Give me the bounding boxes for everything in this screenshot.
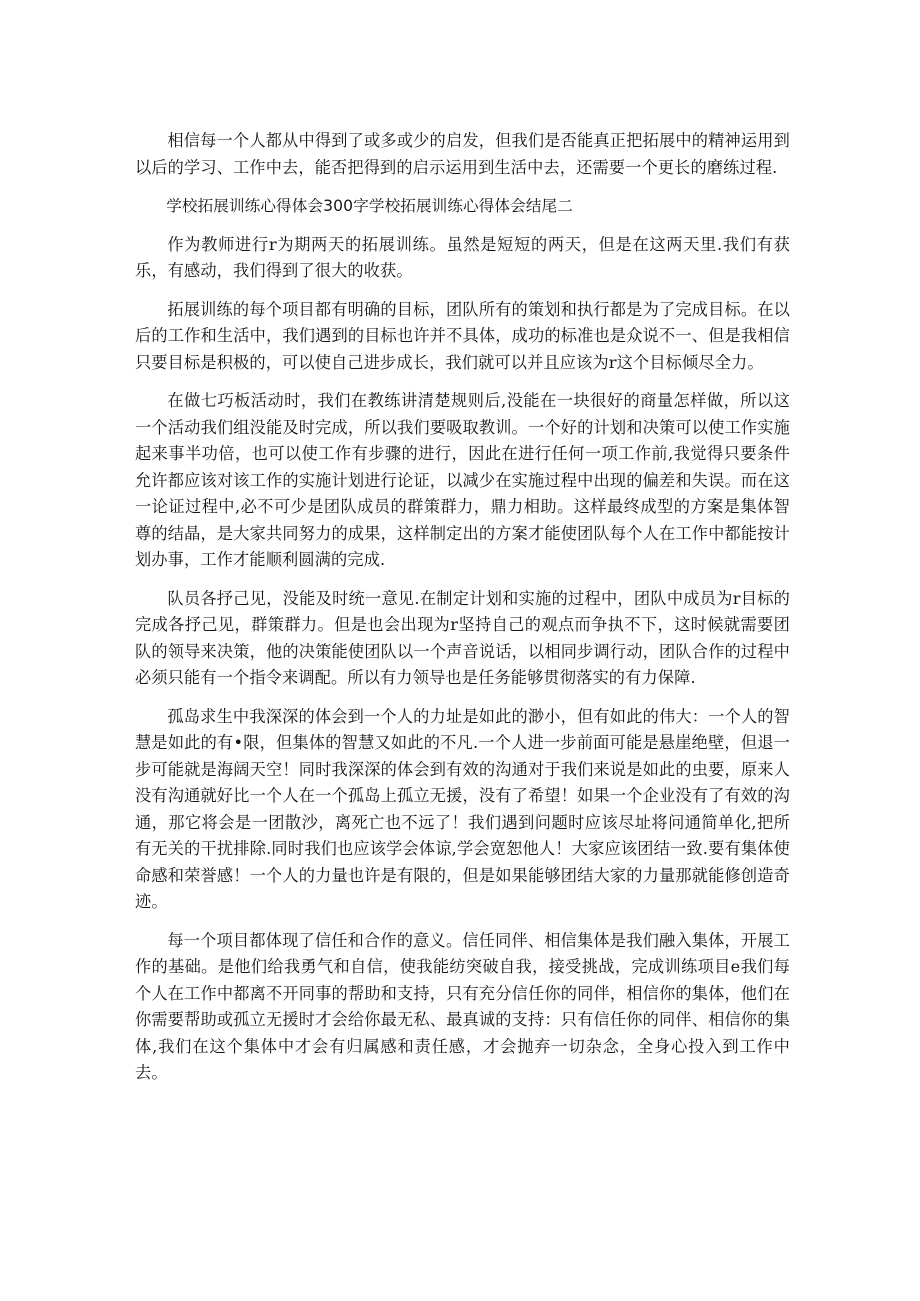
paragraph-goals: 拓展训练的每个项目都有明确的目标，团队所有的策划和执行都是为了完成目标。在以后的工作和生活中，我们遇到的目标也许并不具体，成功的标准也是众说不一、但是我相信只要目标是积极的，可以使自己进步成长，我们就可以并且应该为r这个目标倾尽全力。 (135, 299, 790, 372)
section-heading: 学校拓展训练心得体会300字学校拓展训练心得体会结尾二 (166, 197, 573, 215)
paragraph-team-leadership: 队员各抒己见，没能及时统一意见.在制定计划和实施的过程中，团队中成员为r目标的完成各抒己见，群策群力。但是也会出现为r坚持自己的观点而争执不下，这时候就需要团队的领导来决策，他的决策能使团队以一个声音说话，以相同步调行动，团队合作的过程中必须只能有一个指令来调配。所以有力领导也是任务能够贯彻落实的有力保障. (135, 588, 790, 687)
paragraph-training-overview: 作为教师进行r为期两天的拓展训练。虽然是短短的两天，但是在这两天里.我们有获乐，有感动，我们得到了很大的收获。 (135, 234, 790, 280)
paragraph-intro: 相信每一个人都从中得到了或多或少的启发，但我们是否能真正把拓展中的精神运用到以后的学习、工作中去，能否把得到的启示运用到生活中去，还需要一个更长的磨练过程. (135, 131, 790, 177)
document-body (135, 128, 790, 1099)
paragraph-trust-cooperation: 每一个项目都体现了信任和合作的意义。信任同伴、相信集体是我们融入集体，开展工作的基础。是他们给我勇气和自信，使我能纺突破自我，接受挑战，完成训练项目e我们每个人在工作中都离不开同事的帮助和支持，只有充分信任你的同伴，相信你的集体，他们在你需要帮助或孤立无援时才会给你最无私、最真诚的支持：只有信任你的同伴、相信你的集体,我们在这个集体中才会有归属感和责任感，才会抛弃一切杂念，全身心投入到工作中去。 (135, 930, 790, 1082)
paragraph-tangram-activity: 在做七巧板活动时，我们在教练讲清楚规则后,没能在一块很好的商量怎样做，所以这一个活动我们组没能及时完成，所以我们要吸取教训。一个好的计划和决策可以使工作实施起来事半功倍，也可以使工作有步骤的进行，因此在进行任何一项工作前,我觉得只要条件允许都应该对该工作的实施计划进行论证，以减少在实施过程中出现的偏差和失误。而在这一论证过程中,必不可少是团队成员的群策群力，鼎力相助。这样最终成型的方案是集体智尊的结晶，是大家共同努力的成果，这样制定出的方案才能使团队每个人在工作中都能按计划办事，工作才能顺利圆满的完成. (135, 391, 790, 569)
paragraph-island-survival: 孤岛求生中我深深的体会到一个人的力址是如此的渺小，但有如此的伟大：一个人的智慧是如此的有•限，但集体的智慧又如此的不凡.一个人进一步前面可能是悬崖绝壁，但退一步可能就是海阔天空！同时我深深的体会到有效的沟通对于我们来说是如此的虫要，原来人没有沟通就好比一个人在一个孤岛上孤立无援，没有了希望！如果一个企业没有了有效的沟通，那它将会是一团散沙，离死亡也不远了！我们遇到问题时应该尽址将问通简单化,把所有无关的干扰排除.同时我们也应该学会体谅,学会宽恕他人！大家应该团结一致.要有集体使命感和荣誉感！一个人的力量也许是有限的，但是如果能够团结大家的力量那就能修创造奇迹。 (135, 706, 790, 911)
